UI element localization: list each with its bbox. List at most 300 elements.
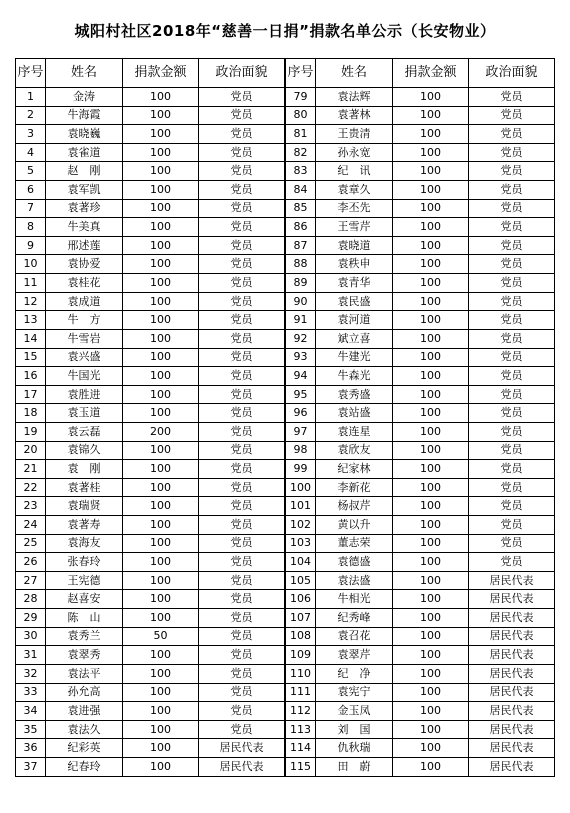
cell-name: 袁锦久 <box>46 441 123 460</box>
cell-serial-number: 20 <box>16 441 46 460</box>
table-row <box>16 460 285 479</box>
page-title: 城阳村社区2018年“慈善一日捐”捐款名单公示（长安物业） <box>74 22 496 40</box>
cell-serial-number: 115 <box>286 757 316 776</box>
header-name: 姓名 <box>316 59 393 88</box>
cell-name: 袁桂花 <box>46 274 123 293</box>
table-row <box>16 404 285 423</box>
cell-serial-number: 94 <box>286 367 316 386</box>
cell-donation-amount: 100 <box>123 348 199 367</box>
table-row <box>286 553 555 572</box>
table-row <box>286 460 555 479</box>
table-row <box>16 199 285 218</box>
table-row <box>286 88 555 107</box>
table-row <box>286 590 555 609</box>
table-row <box>16 218 285 237</box>
cell-name: 袁军凯 <box>46 181 123 200</box>
cell-serial-number: 32 <box>16 664 46 683</box>
cell-donation-amount: 100 <box>393 553 469 572</box>
cell-serial-number: 27 <box>16 571 46 590</box>
table-row <box>286 292 555 311</box>
cell-name: 袁秀盛 <box>316 385 393 404</box>
cell-political-status: 党员 <box>199 106 285 125</box>
cell-political-status: 党员 <box>199 683 285 702</box>
cell-name: 金涛 <box>46 88 123 107</box>
cell-serial-number: 9 <box>16 236 46 255</box>
cell-donation-amount: 100 <box>393 143 469 162</box>
cell-political-status: 党员 <box>199 441 285 460</box>
cell-name: 袁德盛 <box>316 553 393 572</box>
cell-donation-amount: 100 <box>393 609 469 628</box>
cell-donation-amount: 100 <box>393 106 469 125</box>
table-row <box>16 739 285 758</box>
cell-serial-number: 29 <box>16 609 46 628</box>
cell-political-status: 党员 <box>469 385 555 404</box>
cell-name: 袁进强 <box>46 702 123 721</box>
cell-political-status: 党员 <box>199 460 285 479</box>
table-row <box>286 348 555 367</box>
table-row <box>286 181 555 200</box>
cell-political-status: 居民代表 <box>469 627 555 646</box>
cell-name: 袁成道 <box>46 292 123 311</box>
cell-donation-amount: 100 <box>123 88 199 107</box>
roster-body-right <box>286 88 555 777</box>
cell-political-status: 居民代表 <box>469 664 555 683</box>
cell-donation-amount: 100 <box>393 199 469 218</box>
cell-donation-amount: 100 <box>123 125 199 144</box>
cell-name: 牛森光 <box>316 367 393 386</box>
header-donation-amount: 捐款金额 <box>393 59 469 88</box>
cell-serial-number: 26 <box>16 553 46 572</box>
cell-donation-amount: 100 <box>393 329 469 348</box>
cell-political-status: 居民代表 <box>469 590 555 609</box>
cell-name: 仇秋瑞 <box>316 739 393 758</box>
cell-name: 袁欣友 <box>316 441 393 460</box>
cell-donation-amount: 100 <box>123 181 199 200</box>
cell-donation-amount: 100 <box>393 404 469 423</box>
table-row <box>16 255 285 274</box>
table-row <box>16 348 285 367</box>
cell-political-status: 党员 <box>199 702 285 721</box>
cell-donation-amount: 100 <box>123 255 199 274</box>
cell-political-status: 居民代表 <box>469 683 555 702</box>
cell-name: 陈 山 <box>46 609 123 628</box>
cell-serial-number: 113 <box>286 720 316 739</box>
cell-political-status: 党员 <box>199 385 285 404</box>
cell-political-status: 居民代表 <box>469 757 555 776</box>
cell-name: 袁晓巍 <box>46 125 123 144</box>
cell-name: 田 蔚 <box>316 757 393 776</box>
table-row <box>16 385 285 404</box>
cell-donation-amount: 100 <box>123 609 199 628</box>
cell-serial-number: 93 <box>286 348 316 367</box>
cell-name: 李新花 <box>316 478 393 497</box>
cell-political-status: 党员 <box>199 292 285 311</box>
cell-donation-amount: 100 <box>393 590 469 609</box>
table-row <box>16 478 285 497</box>
cell-serial-number: 35 <box>16 720 46 739</box>
header-political-status: 政治面貌 <box>199 59 285 88</box>
cell-donation-amount: 100 <box>393 348 469 367</box>
cell-political-status: 党员 <box>199 664 285 683</box>
cell-serial-number: 103 <box>286 534 316 553</box>
donation-roster <box>15 58 553 777</box>
cell-serial-number: 15 <box>16 348 46 367</box>
cell-name: 赵喜安 <box>46 590 123 609</box>
table-row <box>286 441 555 460</box>
cell-donation-amount: 100 <box>393 497 469 516</box>
table-row <box>16 609 285 628</box>
cell-political-status: 党员 <box>199 181 285 200</box>
table-row <box>16 106 285 125</box>
cell-donation-amount: 100 <box>123 646 199 665</box>
table-row <box>286 720 555 739</box>
cell-donation-amount: 100 <box>123 311 199 330</box>
cell-political-status: 党员 <box>469 162 555 181</box>
table-row <box>16 441 285 460</box>
cell-donation-amount: 100 <box>123 329 199 348</box>
cell-political-status: 党员 <box>469 218 555 237</box>
cell-name: 袁民盛 <box>316 292 393 311</box>
table-row <box>16 646 285 665</box>
cell-name: 袁著桂 <box>46 478 123 497</box>
cell-name: 袁云磊 <box>46 422 123 441</box>
header-serial-number: 序号 <box>16 59 46 88</box>
cell-name: 金玉凤 <box>316 702 393 721</box>
cell-political-status: 党员 <box>199 646 285 665</box>
table-row <box>16 720 285 739</box>
cell-name: 李丕先 <box>316 199 393 218</box>
roster-body-left <box>16 88 285 777</box>
cell-donation-amount: 100 <box>393 534 469 553</box>
cell-donation-amount: 100 <box>393 627 469 646</box>
cell-serial-number: 25 <box>16 534 46 553</box>
cell-name: 袁章久 <box>316 181 393 200</box>
cell-political-status: 党员 <box>199 627 285 646</box>
cell-political-status: 党员 <box>469 516 555 535</box>
table-row <box>286 385 555 404</box>
cell-serial-number: 22 <box>16 478 46 497</box>
cell-political-status: 党员 <box>469 460 555 479</box>
cell-serial-number: 107 <box>286 609 316 628</box>
table-row <box>286 702 555 721</box>
cell-serial-number: 7 <box>16 199 46 218</box>
cell-serial-number: 95 <box>286 385 316 404</box>
cell-serial-number: 16 <box>16 367 46 386</box>
cell-serial-number: 33 <box>16 683 46 702</box>
cell-donation-amount: 100 <box>123 683 199 702</box>
cell-political-status: 党员 <box>469 441 555 460</box>
table-row <box>286 143 555 162</box>
cell-political-status: 党员 <box>469 553 555 572</box>
cell-political-status: 党员 <box>469 143 555 162</box>
cell-name: 袁晓道 <box>316 236 393 255</box>
cell-name: 袁秀兰 <box>46 627 123 646</box>
cell-name: 袁翠秀 <box>46 646 123 665</box>
cell-serial-number: 100 <box>286 478 316 497</box>
table-row <box>286 218 555 237</box>
cell-political-status: 居民代表 <box>469 609 555 628</box>
cell-name: 袁玉道 <box>46 404 123 423</box>
cell-political-status: 党员 <box>469 311 555 330</box>
cell-donation-amount: 100 <box>393 218 469 237</box>
cell-name: 孙允高 <box>46 683 123 702</box>
header-political-status: 政治面貌 <box>469 59 555 88</box>
cell-donation-amount: 100 <box>123 385 199 404</box>
cell-political-status: 居民代表 <box>469 720 555 739</box>
cell-political-status: 党员 <box>469 478 555 497</box>
cell-political-status: 党员 <box>199 720 285 739</box>
table-row <box>286 422 555 441</box>
cell-donation-amount: 100 <box>393 739 469 758</box>
cell-political-status: 党员 <box>469 404 555 423</box>
cell-serial-number: 99 <box>286 460 316 479</box>
cell-donation-amount: 100 <box>393 757 469 776</box>
cell-political-status: 党员 <box>469 236 555 255</box>
cell-serial-number: 97 <box>286 422 316 441</box>
table-row <box>286 739 555 758</box>
cell-political-status: 党员 <box>199 125 285 144</box>
cell-name: 纪春玲 <box>46 757 123 776</box>
cell-political-status: 党员 <box>469 292 555 311</box>
table-row <box>16 534 285 553</box>
cell-donation-amount: 100 <box>123 702 199 721</box>
table-row <box>286 646 555 665</box>
cell-donation-amount: 100 <box>123 590 199 609</box>
cell-political-status: 党员 <box>199 553 285 572</box>
cell-donation-amount: 100 <box>393 125 469 144</box>
cell-donation-amount: 100 <box>123 292 199 311</box>
cell-name: 袁连星 <box>316 422 393 441</box>
cell-donation-amount: 100 <box>393 646 469 665</box>
cell-political-status: 党员 <box>199 255 285 274</box>
cell-donation-amount: 100 <box>123 274 199 293</box>
cell-name: 袁著珍 <box>46 199 123 218</box>
cell-serial-number: 80 <box>286 106 316 125</box>
cell-donation-amount: 100 <box>123 478 199 497</box>
table-row <box>16 422 285 441</box>
cell-donation-amount: 100 <box>123 534 199 553</box>
cell-name: 袁宪宁 <box>316 683 393 702</box>
cell-donation-amount: 100 <box>123 367 199 386</box>
cell-serial-number: 23 <box>16 497 46 516</box>
cell-donation-amount: 100 <box>393 516 469 535</box>
cell-name: 杨叔芹 <box>316 497 393 516</box>
table-row <box>286 664 555 683</box>
table-row <box>16 516 285 535</box>
table-row <box>16 367 285 386</box>
cell-donation-amount: 100 <box>393 478 469 497</box>
cell-name: 纪 净 <box>316 664 393 683</box>
cell-name: 袁兴盛 <box>46 348 123 367</box>
table-row <box>286 683 555 702</box>
table-row <box>16 311 285 330</box>
cell-political-status: 党员 <box>469 199 555 218</box>
table-row <box>286 627 555 646</box>
cell-serial-number: 37 <box>16 757 46 776</box>
cell-name: 袁著林 <box>316 106 393 125</box>
cell-name: 袁法辉 <box>316 88 393 107</box>
header-donation-amount: 捐款金额 <box>123 59 199 88</box>
cell-serial-number: 28 <box>16 590 46 609</box>
table-row <box>286 106 555 125</box>
cell-name: 邢述莲 <box>46 236 123 255</box>
cell-donation-amount: 100 <box>393 162 469 181</box>
cell-serial-number: 11 <box>16 274 46 293</box>
cell-donation-amount: 100 <box>123 739 199 758</box>
cell-serial-number: 24 <box>16 516 46 535</box>
cell-serial-number: 30 <box>16 627 46 646</box>
cell-name: 孙永宽 <box>316 143 393 162</box>
table-row <box>286 199 555 218</box>
cell-name: 牛国光 <box>46 367 123 386</box>
cell-serial-number: 13 <box>16 311 46 330</box>
cell-political-status: 党员 <box>199 236 285 255</box>
cell-donation-amount: 100 <box>123 441 199 460</box>
table-row <box>286 162 555 181</box>
cell-serial-number: 21 <box>16 460 46 479</box>
cell-name: 袁著寿 <box>46 516 123 535</box>
cell-serial-number: 91 <box>286 311 316 330</box>
cell-serial-number: 105 <box>286 571 316 590</box>
cell-donation-amount: 100 <box>393 683 469 702</box>
cell-name: 王雪芹 <box>316 218 393 237</box>
cell-political-status: 居民代表 <box>469 571 555 590</box>
cell-name: 袁法平 <box>46 664 123 683</box>
cell-name: 牛雪岩 <box>46 329 123 348</box>
cell-name: 袁翠芹 <box>316 646 393 665</box>
cell-donation-amount: 100 <box>123 516 199 535</box>
cell-name: 袁法盛 <box>316 571 393 590</box>
cell-political-status: 居民代表 <box>469 702 555 721</box>
table-row <box>286 571 555 590</box>
cell-donation-amount: 100 <box>393 460 469 479</box>
cell-political-status: 居民代表 <box>469 739 555 758</box>
table-row <box>16 497 285 516</box>
table-row <box>286 497 555 516</box>
table-row <box>286 236 555 255</box>
cell-political-status: 党员 <box>469 348 555 367</box>
cell-serial-number: 110 <box>286 664 316 683</box>
table-row <box>16 181 285 200</box>
cell-serial-number: 104 <box>286 553 316 572</box>
cell-name: 王贵清 <box>316 125 393 144</box>
cell-donation-amount: 100 <box>123 460 199 479</box>
cell-name: 王宪德 <box>46 571 123 590</box>
cell-donation-amount: 100 <box>123 720 199 739</box>
cell-political-status: 党员 <box>469 88 555 107</box>
cell-serial-number: 6 <box>16 181 46 200</box>
cell-political-status: 党员 <box>199 367 285 386</box>
cell-donation-amount: 100 <box>393 255 469 274</box>
cell-serial-number: 31 <box>16 646 46 665</box>
cell-donation-amount: 100 <box>393 385 469 404</box>
table-row <box>286 516 555 535</box>
cell-name: 袁法久 <box>46 720 123 739</box>
cell-name: 袁海友 <box>46 534 123 553</box>
cell-political-status: 党员 <box>199 478 285 497</box>
roster-table-left <box>15 58 285 777</box>
cell-serial-number: 79 <box>286 88 316 107</box>
table-row <box>286 274 555 293</box>
table-row <box>16 236 285 255</box>
cell-serial-number: 82 <box>286 143 316 162</box>
cell-donation-amount: 100 <box>393 720 469 739</box>
cell-donation-amount: 100 <box>393 181 469 200</box>
cell-serial-number: 34 <box>16 702 46 721</box>
cell-name: 赵 刚 <box>46 162 123 181</box>
table-row <box>16 274 285 293</box>
cell-serial-number: 87 <box>286 236 316 255</box>
cell-political-status: 党员 <box>199 609 285 628</box>
cell-donation-amount: 100 <box>123 199 199 218</box>
cell-political-status: 党员 <box>199 534 285 553</box>
table-header-row <box>16 59 285 88</box>
cell-serial-number: 98 <box>286 441 316 460</box>
cell-serial-number: 18 <box>16 404 46 423</box>
cell-donation-amount: 100 <box>393 664 469 683</box>
cell-donation-amount: 100 <box>123 497 199 516</box>
cell-serial-number: 12 <box>16 292 46 311</box>
cell-donation-amount: 100 <box>123 236 199 255</box>
cell-name: 纪家林 <box>316 460 393 479</box>
cell-serial-number: 81 <box>286 125 316 144</box>
table-row <box>286 329 555 348</box>
cell-donation-amount: 100 <box>393 292 469 311</box>
cell-name: 董志荣 <box>316 534 393 553</box>
cell-political-status: 党员 <box>199 143 285 162</box>
cell-donation-amount: 100 <box>123 553 199 572</box>
header-name: 姓名 <box>46 59 123 88</box>
cell-donation-amount: 100 <box>393 88 469 107</box>
cell-political-status: 党员 <box>199 88 285 107</box>
cell-donation-amount: 100 <box>123 404 199 423</box>
cell-name: 黄以升 <box>316 516 393 535</box>
table-row <box>16 292 285 311</box>
cell-political-status: 居民代表 <box>469 646 555 665</box>
cell-donation-amount: 50 <box>123 627 199 646</box>
cell-political-status: 党员 <box>469 255 555 274</box>
cell-serial-number: 10 <box>16 255 46 274</box>
cell-political-status: 党员 <box>469 125 555 144</box>
cell-name: 袁青华 <box>316 274 393 293</box>
table-row <box>286 125 555 144</box>
cell-serial-number: 101 <box>286 497 316 516</box>
cell-serial-number: 86 <box>286 218 316 237</box>
cell-donation-amount: 100 <box>123 106 199 125</box>
cell-name: 纪 讯 <box>316 162 393 181</box>
table-row <box>16 664 285 683</box>
cell-political-status: 党员 <box>199 199 285 218</box>
cell-donation-amount: 100 <box>123 218 199 237</box>
cell-political-status: 党员 <box>469 274 555 293</box>
cell-serial-number: 85 <box>286 199 316 218</box>
table-row <box>286 367 555 386</box>
table-row <box>16 627 285 646</box>
cell-name: 牛相光 <box>316 590 393 609</box>
cell-serial-number: 17 <box>16 385 46 404</box>
cell-serial-number: 5 <box>16 162 46 181</box>
cell-name: 牛建光 <box>316 348 393 367</box>
cell-donation-amount: 200 <box>123 422 199 441</box>
cell-political-status: 党员 <box>199 162 285 181</box>
cell-political-status: 党员 <box>199 329 285 348</box>
table-row <box>286 255 555 274</box>
table-row <box>16 757 285 776</box>
cell-serial-number: 19 <box>16 422 46 441</box>
cell-donation-amount: 100 <box>393 702 469 721</box>
cell-name: 纪彩英 <box>46 739 123 758</box>
cell-serial-number: 83 <box>286 162 316 181</box>
